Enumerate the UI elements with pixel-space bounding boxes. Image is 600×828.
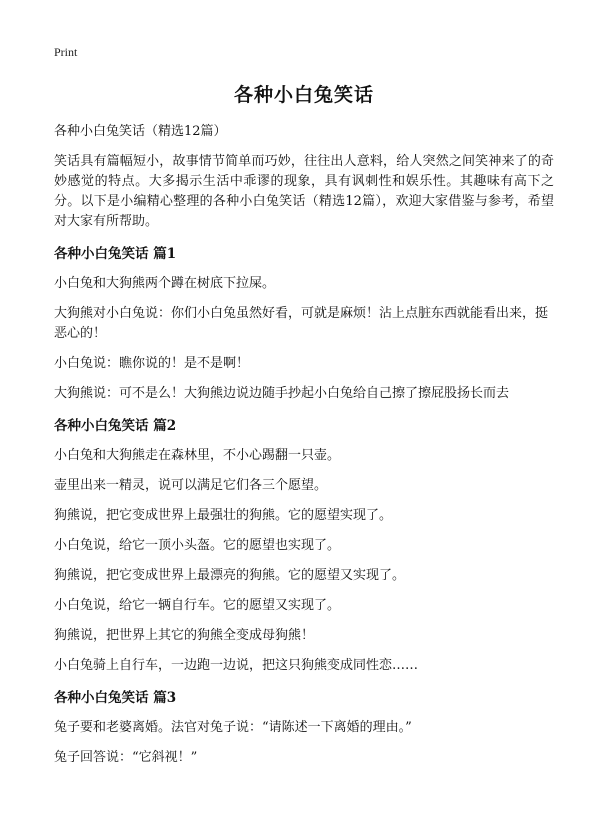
paragraph: 小白兔说：瞧你说的！是不是啊！ — [54, 356, 250, 371]
section-heading: 各种小白兔笑话 篇1 — [54, 246, 177, 262]
paragraph: 大狗熊对小白兔说：你们小白兔虽然好看，可就是麻烦！沾上点脏东西就能看出来，挺恶心的！ — [54, 306, 549, 341]
paragraph: 壶里出来一精灵，说可以满足它们各三个愿望。 — [54, 478, 328, 493]
paragraph: 狗熊说，把它变成世界上最漂亮的狗熊。它的愿望又实现了。 — [54, 568, 406, 583]
paragraph: 小白兔说，给它一辆自行车。它的愿望又实现了。 — [54, 598, 341, 613]
print-link[interactable]: Print — [54, 45, 78, 59]
section-heading: 各种小白兔笑话 篇3 — [54, 690, 177, 706]
paragraph: 小白兔说，给它一顶小头盔。它的愿望也实现了。 — [54, 538, 341, 553]
paragraph: 兔子要和老婆离婚。法官对兔子说：“请陈述一下离婚的理由。” — [54, 720, 412, 735]
page-title: 各种小白兔笑话 — [233, 84, 374, 106]
paragraph: 小白兔和大狗熊两个蹲在树底下拉屎。 — [54, 276, 276, 291]
intro-paragraph: 笑话具有篇幅短小，故事情节简单而巧妙，往往出人意料，给人突然之间笑神来了的奇妙感觉的特点。大多揭示生活中乖谬的现象，具有讽刺性和娱乐性。其趣味有高下之分。以下是小编精心整理的各种小白兔笑话（精选12篇），欢迎大家借鉴与参考，希望对大家有所帮助。 — [54, 154, 554, 229]
section-heading: 各种小白兔笑话 篇2 — [54, 418, 177, 434]
document-subtitle: 各种小白兔笑话（精选12篇） — [54, 124, 227, 139]
paragraph: 狗熊说，把世界上其它的狗熊全变成母狗熊！ — [54, 628, 315, 643]
paragraph: 兔子回答说：“它斜视！” — [54, 750, 198, 765]
paragraph: 小白兔骑上自行车，一边跑一边说，把这只狗熊变成同性恋…… — [54, 658, 419, 673]
paragraph: 大狗熊说：可不是么！大狗熊边说边随手抄起小白兔给自己擦了擦屁股扬长而去 — [54, 386, 510, 401]
paragraph: 小白兔和大狗熊走在森林里，不小心踢翻一只壶。 — [54, 448, 341, 463]
paragraph: 狗熊说，把它变成世界上最强壮的狗熊。它的愿望实现了。 — [54, 508, 393, 523]
